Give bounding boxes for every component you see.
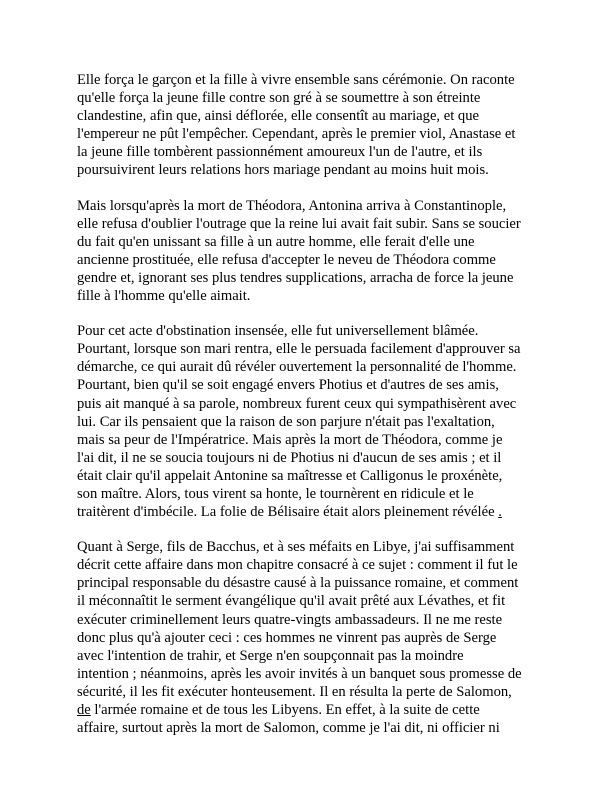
text-line: elle refusa d'oublier l'outrage que la reine lui avait fait subir. Sans se soucier — [77, 215, 521, 232]
text-line — [77, 503, 537, 521]
paragraph-2 — [77, 197, 537, 306]
text-segment: traitèrent d'imbécile. La folie de Bélisaire était alors pleinement révélée — [77, 504, 499, 521]
paragraph-3 — [77, 322, 537, 521]
text-line: il méconnaîtit le serment évangélique qu'il avait prêté aux Lévathes, et fit — [77, 593, 506, 610]
text-line: sécurité, il les fit exécuter honteusement. Il en résulta la perte de Salomon, — [77, 683, 512, 700]
paragraph-1 — [77, 71, 537, 180]
paragraph-4 — [77, 538, 537, 737]
text-line: du fait qu'en unissant sa fille à un autre homme, elle ferait d'elle une — [77, 233, 475, 250]
text-line: donc plus qu'à ajouter ceci : ces hommes ne vinrent pas auprès de Serge — [77, 629, 497, 646]
text-segment: l'armée romaine et de tous les Libyens. En effet, à la suite de cette — [90, 702, 480, 718]
text-line: démarche, ce qui aurait dû révéler ouvertement la personnalité de l'homme. — [77, 359, 517, 376]
text-line: puis ait manqué à sa parole, nombreux furent ceux qui sympathisèrent avec — [77, 395, 517, 412]
text-line: qu'elle força la jeune fille contre son gré à se soumettre à son étreinte — [77, 90, 481, 107]
document-body — [77, 71, 537, 754]
text-line: l'ai dit, il ne se soucia toujours ni de Photius ni d'aucun de ses amis ; et il — [77, 449, 502, 466]
text-line: l'empereur ne pût l'empêcher. Cependant, après le premier viol, Anastase et — [77, 126, 516, 143]
text-line: fille à l'homme qu'elle aimait. — [77, 288, 251, 305]
text-line: décrit cette affaire dans mon chapitre consacré à ce sujet : comment il fut le — [77, 557, 518, 574]
text-line: Pourtant, bien qu'il se soit engagé envers Photius et d'autres de ses amis, — [77, 377, 499, 394]
text-line: affaire, surtout après la mort de Salomon, comme je l'ai dit, ni officier ni — [77, 720, 500, 737]
text-line: clandestine, afin que, ainsi déflorée, elle consentît au mariage, et que — [77, 108, 479, 125]
text-line: lui. Car ils pensaient que la raison de son parjure n'était pas l'exaltation, — [77, 413, 495, 430]
text-line: la jeune fille tombèrent passionnément amoureux l'un de l'autre, et ils — [77, 144, 483, 161]
text-line: était clair qu'il appelait Antonine sa maîtresse et Calligonus le proxénète, — [77, 467, 503, 484]
text-line: poursuivirent leurs relations hors mariage pendant au moins huit mois. — [77, 162, 489, 179]
footnote-link[interactable]: . — [498, 504, 502, 521]
underlined-link[interactable]: de — [77, 702, 91, 718]
text-line: principal responsable du désastre causé à la puissance romaine, et comment — [77, 575, 519, 592]
text-line: gendre et, ignorant ses plus tendres supplications, arracha de force la jeune — [77, 269, 514, 286]
text-line: Elle força le garçon et la fille à vivre ensemble sans cérémonie. On raconte — [77, 72, 515, 88]
text-line: intention ; néanmoins, après les avoir invités à un banquet sous promesse de — [77, 665, 522, 682]
text-line: son maître. Alors, tous virent sa honte, le tournèrent en ridicule et le — [77, 485, 474, 502]
text-line: Quant à Serge, fils de Bacchus, et à ses méfaits en Libye, j'ai suffisamment — [77, 539, 515, 556]
text-line: Pourtant, lorsque son mari rentra, elle le persuada facilement d'approuver sa — [77, 341, 521, 358]
text-line: avec l'intention de trahir, et Serge n'en soupçonnait pas la moindre — [77, 647, 464, 664]
text-line — [77, 701, 537, 719]
text-line: Pour cet acte d'obstination insensée, elle fut universellement blâmée. — [77, 323, 479, 340]
text-line: exécuter criminellement leurs quatre-vingts ambassadeurs. Il ne me reste — [77, 611, 503, 628]
text-line: Mais lorsqu'après la mort de Théodora, Antonina arriva à Constantinople, — [77, 197, 507, 214]
text-line: ancienne prostituée, elle refusa d'accepter le neveu de Théodora comme — [77, 251, 496, 268]
text-line: mais sa peur de l'Impératrice. Mais après la mort de Théodora, comme je — [77, 431, 503, 448]
